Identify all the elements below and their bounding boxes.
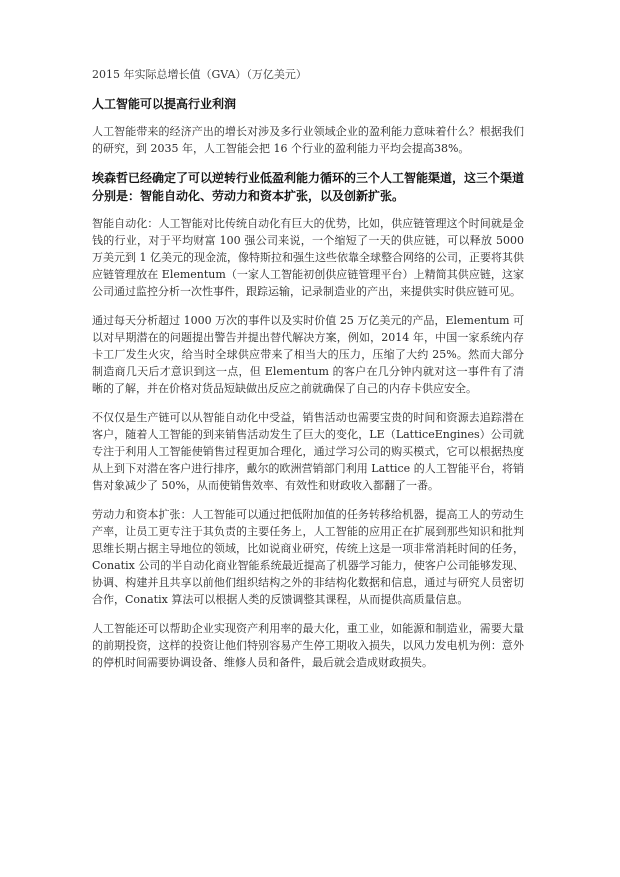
paragraph-labor-capital: 劳动力和资本扩张：人工智能可以通过把低附加值的任务转移给机器，提高工人的劳动生产率，让员工更专注于其负责的主要任务上，人工智能的应用正在扩展到那些知识和批判思维长期占据主导地位的领域，比如说商业研究，传统上这是一项非常消耗时间的任务，Conatix 公司的半自动化商业智能系统最近提高了机器学习能力，使客户公司能够发现、协调、构建并且共享以前他们组织结构之外的非结构化数据和信息，通过与研究人员密切合作，Conatix 算法可以根据人类的反馈调整其课程，从而提供高质量信息。: [92, 508, 524, 606]
paragraph-asset-utilization: 人工智能还可以帮助企业实现资产利用率的最大化，重工业，如能源和制造业，需要大量的前期投资，这样的投资让他们特别容易产生停工期收入损失，以风力发电机为例：意外的停机时间需要协调设备、维修人员和备件，最后就会造成财政损失。: [92, 622, 524, 669]
intro-paragraph: 人工智能带来的经济产出的增长对涉及多行业领域企业的盈利能力意味着什么？根据我们的研究，到 2035 年，人工智能会把 16 个行业的盈利能力平均会提高38%。: [92, 125, 524, 155]
highlight-heading: 埃森哲已经确定了可以逆转行业低盈利能力循环的三个人工智能渠道，这三个渠道分别是：智能自动化、劳动力和资本扩张，以及创新扩张。: [92, 171, 525, 203]
section-title: 人工智能可以提高行业利润: [92, 97, 237, 111]
chart-caption: 2015 年实际总增长值（GVA）（万亿美元）: [92, 68, 307, 81]
document-page: [92, 66, 524, 683]
paragraph-elementum: 通过每天分析超过 1000 万次的事件以及实时价值 25 万亿美元的产品，Elementum 可以对早期潜在的问题提出警告并提出替代解决方案，例如，2014 年，中国一家系统内存卡工厂发生火灾，给当时全球供应带来了相当大的压力，压缩了大约 25%。然而大部分制造商几天后才意识到这一点，但 Elementum 的客户在几分钟内就对这一事件有了清晰的了解，并在价格对货品短缺做出反应之前就确保了自己的内存卡供应安全。: [92, 314, 524, 395]
paragraph-intelligent-automation: 智能自动化：人工智能对比传统自动化有巨大的优势，比如，供应链管理这个时间就是金钱的行业，对于平均财富 100 强公司来说，一个缩短了一天的供应链，可以释放 5000 万美元到 1 亿美元的现金流，像特斯拉和强生这些依靠全球整合网络的公司，正要将其供应链管理放在 Elementum（一家人工智能初创供应链管理平台）上精简其供应链，这家公司通过监控分析一次性事件，跟踪运输，记录制造业的产出，来提供实时供应链可见。: [92, 217, 524, 298]
paragraph-sales: 不仅仅是生产链可以从智能自动化中受益，销售活动也需要宝贵的时间和资源去追踪潜在客户，随着人工智能的到来销售活动发生了巨大的变化，LE（LatticeEngines）公司就专注于利用人工智能使销售过程更加合理化，通过学习公司的购买模式，它可以根据热度从上到下对潜在客户进行排序，戴尔的欧洲营销部门利用 Lattice 的人工智能平台，将销售对象减少了 50%，从而使销售效率、有效性和财政收入都翻了一番。: [92, 411, 524, 492]
